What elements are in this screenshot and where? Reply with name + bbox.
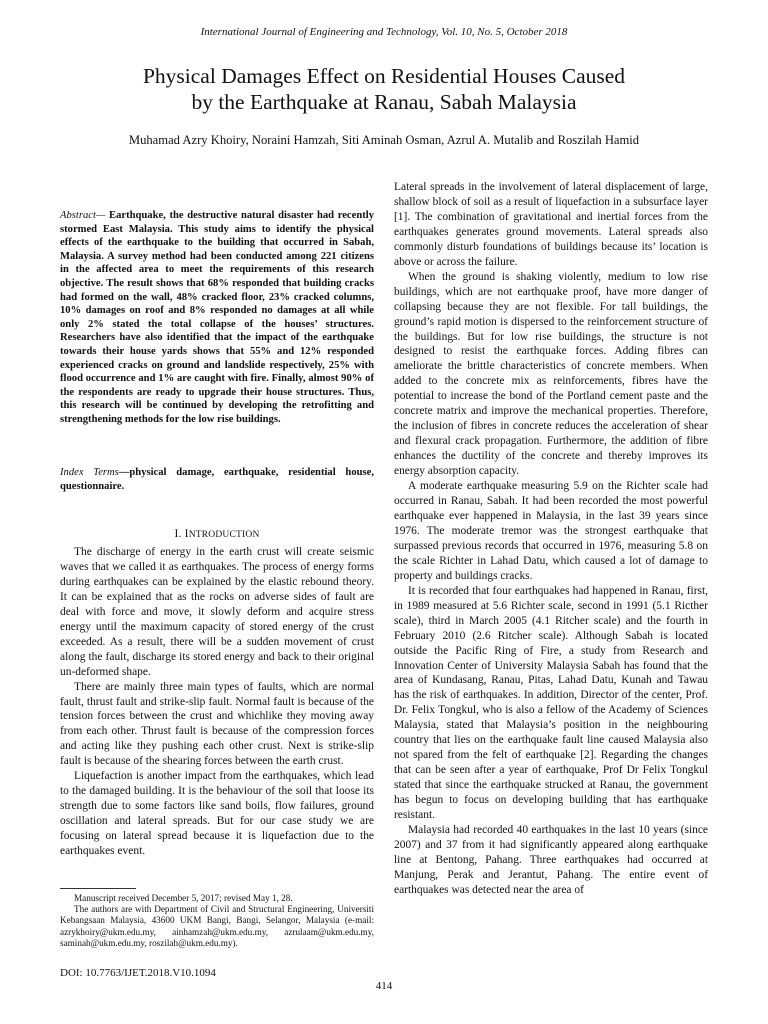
paper-title <box>40 63 728 115</box>
index-terms <box>60 466 374 493</box>
section-numeral: I. <box>174 528 182 540</box>
abstract-lead: Abstract— <box>60 210 106 221</box>
section-title-rest: NTRODUCTION <box>188 530 260 540</box>
page-number: 414 <box>375 980 393 992</box>
abstract <box>60 209 374 427</box>
section-first-letter: I <box>184 528 189 540</box>
footnote <box>60 893 374 949</box>
author-list: Muhamad Azry Khoiry, Noraini Hamzah, Siti Aminah Osman, Azrul A. Mutalib and Roszilah Hamid <box>128 133 640 147</box>
paragraph: There are mainly three main types of faults, which are normal fault, thrust fault and strike-slip fault. Normal fault is because of the tension forces between the crust and whichlike they moving away from each other. Thrust fault is because of the compression forces and acting like they pushing each other crust. Next is strike-slip fault is because of the shearing forces between the earth crust. <box>60 680 374 768</box>
footnote-affiliation: The authors are with Department of Civil and Structural Engineering, Universiti Kebangsaan Malaysia, 43600 UKM Bangi, Bangi, Selangor, Malaysia (e-mail: azrykhoiry@ukm.edu.my, ainhamzah@ukm.edu.my, azrulaam@ukm.edu.my, saminah@ukm.edu.my, roszilah@ukm.edu.my). <box>60 904 374 948</box>
paragraph: A moderate earthquake measuring 5.9 on the Richter scale had occurred in Ranau, Sabah. It had been recorded the most powerful earthquake ever happened in Malaysia, in the last 39 years since 1976. The moderate tremor was the strongest earthquake that surpassed previous records that occurred in 1976, measuring 5.8 on the scale Richter in Lahad Datu, which caused a lot of damage to property and buildings cracks. <box>394 480 708 582</box>
doi: DOI: 10.7763/IJET.2018.V10.1094 <box>60 967 216 979</box>
footnote-manuscript: Manuscript received December 5, 2017; revised May 1, 28. <box>74 893 293 903</box>
index-terms-text: —physical damage, earthquake, residential house, questionnaire. <box>60 467 374 492</box>
index-terms-lead: Index Terms <box>60 467 119 478</box>
right-column-body <box>394 180 708 898</box>
title-line-2: by the Earthquake at Ranau, Sabah Malaysia <box>191 90 577 114</box>
section-heading <box>60 528 374 540</box>
title-line-1: Physical Damages Effect on Residential Houses Caused <box>142 64 626 88</box>
footnote-divider <box>60 888 136 889</box>
paragraph: Lateral spreads in the involvement of lateral displacement of large, shallow block of soil as a result of liquefaction in a subsurface layer [1]. The combination of gravitational and inertial forces from the earthquakes generates ground movements. Lateral spreads also commonly disturb foundations of buildings because its’ location is above or across the failure. <box>394 181 708 268</box>
paragraph: Malaysia had recorded 40 earthquakes in the last 10 years (since 2007) and 37 from it had significantly appeared along earthquake line at Bentong, Pahang. Three earthquakes had occurred at Manjung, Perak and Jerantut, Pahang. The entire event of earthquakes was detected near the area of <box>394 823 708 896</box>
abstract-text: Earthquake, the destructive natural disaster had recently stormed East Malaysia. This study aims to identify the physical effects of the earthquake to the building that occurred in Sabah, Malaysia. A survey method had been conducted among 221 citizens in the affected area to meet the requirements of this research objective. The result shows that 68% responded that building cracks had formed on the wall, 48% cracked floor, 23% cracked columns, 10% damages on roof and 8% responded no damages at all while only 2% stated the total collapse of the houses’ structures. Researchers have also identified that the impact of the earthquake towards their house yards shows that 55% and 12% responded experienced cracks on ground and landslide respectively, 25% with flood occurrence and 1% are caught with fire. Finally, almost 90% of the respondents are ready to upgrade their house structures. Thus, this research will be continued by developing the retrofitting and strengthening methods for the low rise buildings. <box>60 210 374 425</box>
paragraph: The discharge of energy in the earth crust will create seismic waves that we called it as earthquakes. The process of energy forms during earthquakes can be explained by the elastic rebound theory. It can be explained that as the rocks on adverse sides of fault are deal with force and move, it slowly deform and acquire stress energy until the maximum capacity of stored energy of the crust exceeded. As a result, there will be a sudden movement of crust along the fault, discharge its stored energy and back to their original un-deformed shape. <box>60 546 374 678</box>
journal-header: International Journal of Engineering and Technology, Vol. 10, No. 5, October 2018 <box>200 26 568 38</box>
paragraph: Liquefaction is another impact from the earthquakes, which lead to the damaged building. It is the behaviour of the soil that loose its strength due to some factors like sand boils, flow failures, ground oscillation and lateral spreads. But for our case study we are focusing on lateral spread because it is liquefaction due to the earthquakes event. <box>60 770 374 858</box>
paragraph: It is recorded that four earthquakes had happened in Ranau, first, in 1989 measured at 5.6 Richter scale, second in 1991 (5.1 Ricther scale), third in March 2005 (4.1 Ritcher scale) and the fourth in February 2010 (2.6 Ritcher scale). Although Sabah is located outside the Pacific Ring of Fire, a study from Research and Innovation Center of University Malaysia Sabah has found that the area of Kundasang, Ranau, Pitas, Lahad Datu, Kunah and Tawau has the risk of earthquakes. In addition, Director of the center, Prof. Dr. Felix Tongkul, who is also a fellow of the Academy of Sciences Malaysia, stated that Malaysia’s position in the neighbouring country that lies on the earthquake fault line caused Malaysia also not spared from the felt of earthquake [2]. Regarding the changes that can be seen after a year of earthquake, Prof Dr Felix Tongkul stated that since the earthquake strucked at Ranau, the government has begun to focus on developing building that has earthquake resistant. <box>394 584 708 822</box>
paragraph: When the ground is shaking violently, medium to low rise buildings, which are not earthquake proof, have more danger of collapsing because they are not flexible. For tall buildings, the ground’s rapid motion is dispersed to the reinforcement structure of the buildings. But for low rise buildings, the structure is not designed to resist the earthquake forces. Adding fibres can ameliorate the brittle characteristics of concrete members. When added to the concrete mix as reinforcements, fibres have the potential to increase the bond of the Portland cement paste and the concrete matrix and improve the mechanical properties. Therefore, the inclusion of fibres in concrete reduces the acceleration of shear and flexural crack propagation. Furthermore, the addition of fibre enhances the ductility of the concrete and thereby improves its energy absorption capacity. <box>394 270 708 478</box>
left-column-body <box>60 545 374 859</box>
